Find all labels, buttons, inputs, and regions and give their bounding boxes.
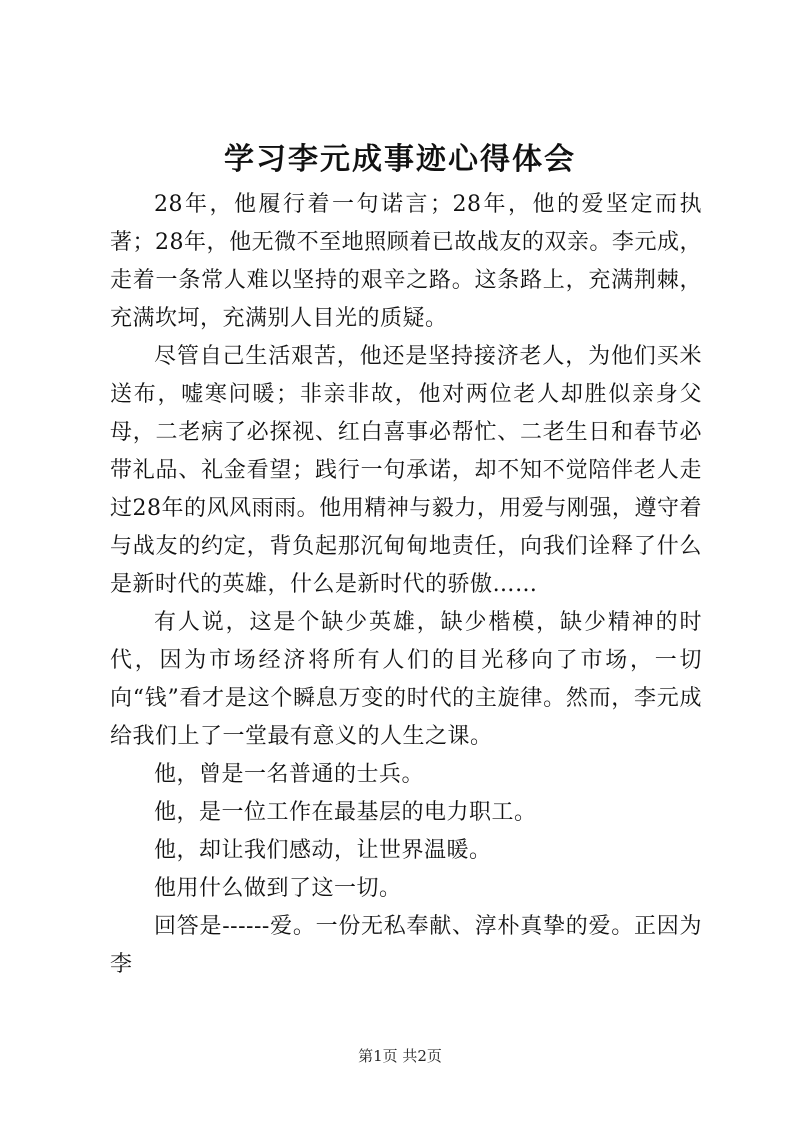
document-title: 学习李元成事迹心得体会 — [224, 142, 576, 177]
page-footer: 第1页 共2页 — [358, 1047, 442, 1065]
paragraph: 28年，他履行着一句诺言；28年，他的爱坚定而执著；28年，他无微不至地照顾着已故战友的双亲。李元成，走着一条常人难以坚持的艰辛之路。这条路上，充满荆棘，充满坎坷，充满别人目光的质疑。 — [110, 192, 702, 331]
paragraph: 有人说，这是个缺少英雄，缺少楷模，缺少精神的时代，因为市场经济将所有人们的目光移向了市场，一切向“钱”看才是这个瞬息万变的时代的主旋律。然而，李元成给我们上了一堂最有意义的人生之课。 — [110, 610, 702, 749]
paragraph: 尽管自己生活艰苦，他还是坚持接济老人，为他们买米送布，嘘寒问暖；非亲非故，他对两位老人却胜似亲身父母，二老病了必探视、红白喜事必帮忙、二老生日和春节必带礼品、礼金看望；践行一句承诺，却不知不觉陪伴老人走过28年的风风雨雨。他用精神与毅力，用爱与刚强，遵守着与战友的约定，背负起那沉甸甸地责任，向我们诠释了什么是新时代的英雄，什么是新时代的骄傲…… — [110, 344, 702, 597]
paragraph: 他，是一位工作在最基层的电力职工。 — [154, 800, 537, 825]
paragraph: 他，曾是一名普通的士兵。 — [154, 762, 425, 787]
paragraph: 他，却让我们感动，让世界温暖。 — [154, 838, 492, 863]
paragraph: 他用什么做到了这一切。 — [154, 876, 402, 901]
document-body — [110, 186, 702, 984]
paragraph: 回答是------爱。一份无私奉献、淳朴真挚的爱。正因为李 — [110, 914, 702, 977]
